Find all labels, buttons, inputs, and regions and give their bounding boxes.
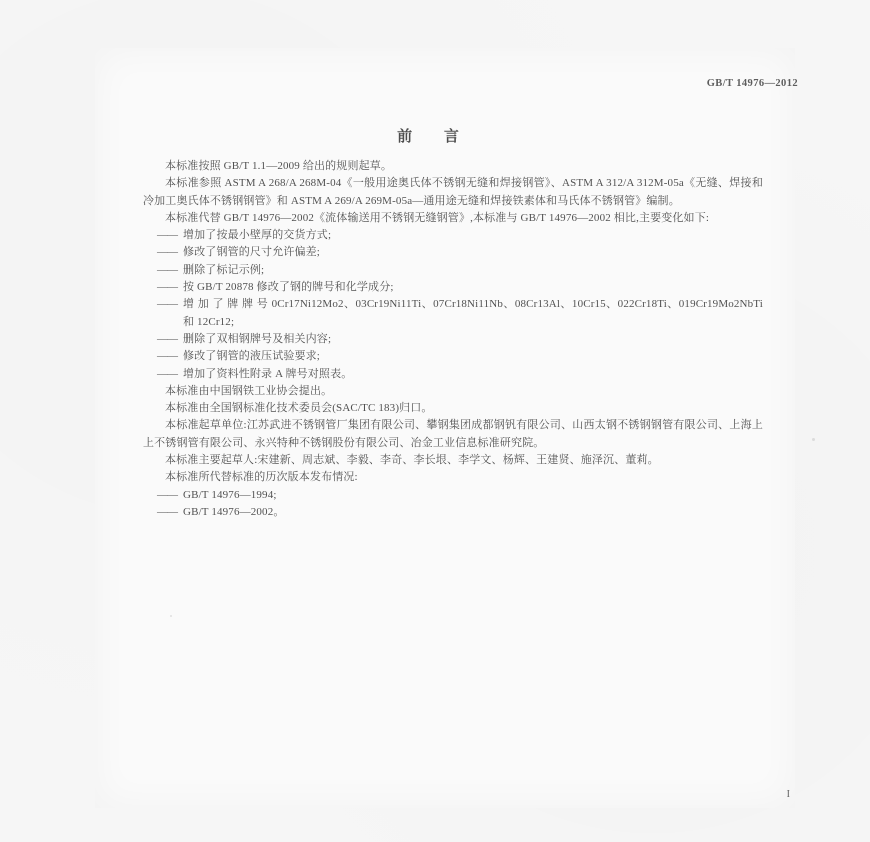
- paragraph: 本标准代替 GB/T 14976—2002《流体输送用不锈钢无缝钢管》,本标准与 GB/T 14976—2002 相比,主要变化如下:: [165, 211, 710, 224]
- change-item: —— 按 GB/T 20878 修改了钢的牌号和化学成分;: [143, 279, 763, 296]
- paragraph: 本标准参照 ASTM A 268/A 268M-04《一般用途奥氏体不锈钢无缝和焊接钢管》、ASTM A 312/A 312M-05a《无缝、焊接和冷加工奥氏体不锈钢钢管》和 ASTM A 269/A 269M-05a—通用途无缝和焊接铁素体和马氏体不锈钢管》编制。: [143, 177, 763, 207]
- previous-version-item: —— GB/T 14976—1994;: [143, 487, 763, 504]
- change-item: —— 删除了标记示例;: [143, 262, 763, 279]
- previous-version-item: —— GB/T 14976—2002。: [143, 504, 763, 521]
- change-item: —— 修改了钢管的液压试验要求;: [143, 348, 763, 365]
- scan-speck: [170, 615, 172, 617]
- standard-code-header: GB/T 14976—2012: [706, 78, 798, 89]
- paragraph: 本标准按照 GB/T 1.1—2009 给出的规则起草。: [165, 160, 393, 172]
- paragraph: 本标准主要起草人:宋建新、周志斌、李毅、李奇、李长垠、李学文、杨辉、王建贤、施泽沉、董莉。: [165, 454, 659, 467]
- scan-speck: [812, 438, 815, 441]
- change-item: —— 增加了按最小壁厚的交货方式;: [143, 227, 763, 244]
- page-number: I: [786, 789, 790, 800]
- change-item: —— 修改了钢管的尺寸允许偏差;: [143, 244, 763, 261]
- paragraph: 本标准由全国钢标准化技术委员会(SAC/TC 183)归口。: [165, 402, 433, 415]
- change-item: —— 增 加 了 牌 牌 号 0Cr17Ni12Mo2、03Cr19Ni11Ti、07Cr18Ni11Nb、08Cr13Al、10Cr15、022Cr18Ti、019Cr19Mo2NbTi 和 12Cr12;: [143, 296, 763, 331]
- paragraph: 本标准所代替标准的历次版本发布情况:: [165, 471, 358, 484]
- foreword-body: [143, 158, 763, 521]
- change-item: —— 删除了双相钢牌号及相关内容;: [143, 331, 763, 348]
- page-title: 前 言: [397, 129, 473, 145]
- change-item: —— 增加了资料性附录 A 牌号对照表。: [143, 366, 763, 383]
- paragraph: 本标准由中国钢铁工业协会提出。: [165, 384, 333, 397]
- paragraph: 本标准起草单位:江苏武进不锈钢管厂集团有限公司、攀钢集团成都钢钒有限公司、山西太钢不锈钢钢管有限公司、上海上上不锈钢管有限公司、永兴特种不锈钢股份有限公司、冶金工业信息标准研究院。: [143, 419, 763, 449]
